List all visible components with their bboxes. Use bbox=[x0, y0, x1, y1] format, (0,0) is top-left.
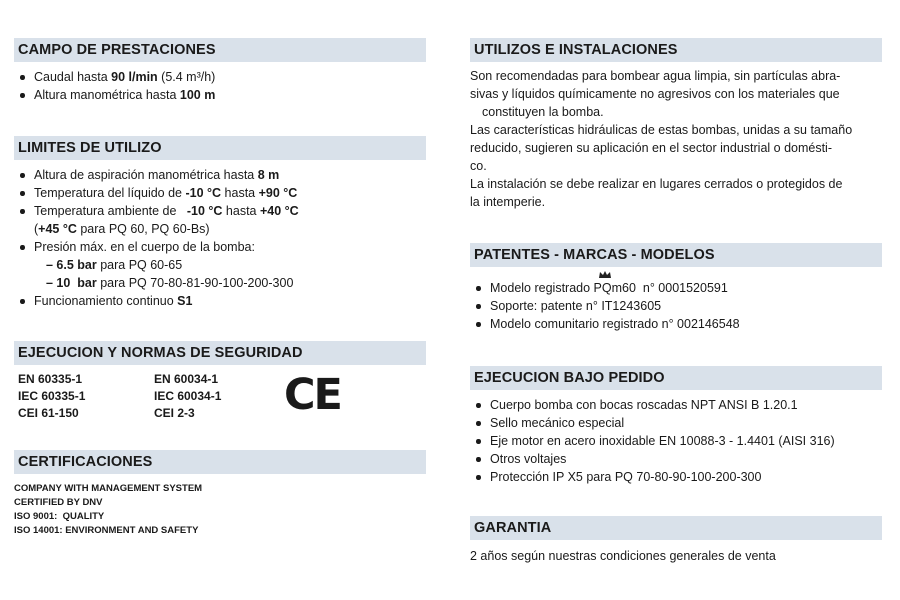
warranty-text: 2 años según nuestras condiciones generales de venta bbox=[470, 549, 776, 563]
norm-item: EN 60335-1 bbox=[18, 372, 83, 386]
list-item: Altura de aspiración manométrica hasta 8 m bbox=[14, 166, 426, 184]
list-item: Cuerpo bomba con bocas roscadas NPT ANSI B 1.20.1 bbox=[470, 396, 882, 414]
list-item: Sello mecánico especial bbox=[470, 414, 882, 432]
list-item-continuation: (+45 °C para PQ 60, PQ 60-Bs) bbox=[34, 222, 210, 236]
section-certificaciones bbox=[14, 450, 426, 538]
paragraph-line: reducido, sugieren su aplicación en el sector industrial o domésti- bbox=[470, 141, 832, 155]
section-garantia bbox=[470, 516, 882, 565]
bullet-list bbox=[14, 68, 426, 104]
section-title: CERTIFICACIONES bbox=[14, 450, 426, 474]
list-item: Funcionamiento continuo S1 bbox=[14, 292, 426, 310]
section-title: UTILIZOS E INSTALACIONES bbox=[470, 38, 882, 62]
section-title: EJECUCION BAJO PEDIDO bbox=[470, 366, 882, 390]
section-ejecucion-pedido bbox=[470, 366, 882, 486]
section-limites-utilizo bbox=[14, 136, 426, 310]
list-item: Protección IP X5 para PQ 70-80-90-100-200-300 bbox=[470, 468, 882, 486]
norms-column-2 bbox=[154, 371, 221, 422]
paragraph-line: Las características hidráulicas de estas bombas, unidas a su tamaño bbox=[470, 123, 853, 137]
list-item: Eje motor en acero inoxidable EN 10088-3 - 1.4401 (AISI 316) bbox=[470, 432, 882, 450]
section-ejecucion-normas bbox=[14, 341, 426, 431]
norms-block bbox=[14, 371, 426, 431]
paragraph-line: sivas y líquidos químicamente no agresivos con los materiales que bbox=[470, 87, 840, 101]
list-item: Caudal hasta 90 l/min (5.4 m³/h) bbox=[14, 68, 426, 86]
list-item: Modelo registrado PQm60 n° 0001520591 bbox=[470, 279, 882, 297]
cert-line: ISO 9001: QUALITY bbox=[14, 511, 105, 522]
list-subitem: – 6.5 bar para PQ 60-65 bbox=[46, 258, 183, 272]
norm-item: IEC 60034-1 bbox=[154, 389, 222, 403]
section-utilizos-instalaciones bbox=[470, 38, 882, 211]
brand-mark: PQm60 bbox=[594, 279, 636, 297]
norm-item: IEC 60335-1 bbox=[18, 389, 86, 403]
paragraph-line: co. bbox=[470, 159, 487, 173]
list-item: Altura manométrica hasta 100 m bbox=[14, 86, 426, 104]
list-item: Otros voltajes bbox=[470, 450, 882, 468]
section-patentes bbox=[470, 243, 882, 333]
bullet-list bbox=[14, 166, 426, 310]
section-title: PATENTES - MARCAS - MODELOS bbox=[470, 243, 882, 267]
paragraph-line: Son recomendadas para bombear agua limpia, sin partículas abra- bbox=[470, 69, 841, 83]
section-campo-prestaciones bbox=[14, 38, 426, 104]
list-subitem: – 10 bar para PQ 70-80-81-90-100-200-300 bbox=[46, 276, 294, 290]
norm-item: CEI 2-3 bbox=[154, 406, 195, 420]
paragraph bbox=[470, 67, 882, 211]
norm-item: CEI 61-150 bbox=[18, 406, 79, 420]
paragraph-line: La instalación se debe realizar en lugares cerrados o protegidos de bbox=[470, 177, 843, 191]
list-item: Temperatura ambiente de -10 °C hasta +40 °C bbox=[14, 202, 426, 220]
section-title: CAMPO DE PRESTACIONES bbox=[14, 38, 426, 62]
norms-column-1 bbox=[18, 371, 85, 422]
list-item: Modelo comunitario registrado n° 002146548 bbox=[470, 315, 882, 333]
list-item: Presión máx. en el cuerpo de la bomba: bbox=[14, 238, 426, 256]
list-item: Temperatura del líquido de -10 °C hasta +90 °C bbox=[14, 184, 426, 202]
paragraph-line: constituyen la bomba. bbox=[482, 105, 604, 119]
paragraph-line: la intemperie. bbox=[470, 195, 546, 209]
ce-mark-icon: CE bbox=[284, 370, 341, 420]
bullet-list bbox=[470, 279, 882, 333]
cert-line: COMPANY WITH MANAGEMENT SYSTEM bbox=[14, 483, 203, 494]
cert-line: CERTIFIED BY DNV bbox=[14, 497, 103, 508]
section-title: GARANTIA bbox=[470, 516, 882, 540]
crown-icon bbox=[598, 270, 612, 279]
list-item: Soporte: patente n° IT1243605 bbox=[470, 297, 882, 315]
section-title: LIMITES DE UTILIZO bbox=[14, 136, 426, 160]
certification-text bbox=[14, 482, 426, 538]
cert-line: ISO 14001: ENVIRONMENT AND SAFETY bbox=[14, 525, 199, 536]
section-title: EJECUCION Y NORMAS DE SEGURIDAD bbox=[14, 341, 426, 365]
bullet-list bbox=[470, 396, 882, 486]
norm-item: EN 60034-1 bbox=[154, 372, 219, 386]
